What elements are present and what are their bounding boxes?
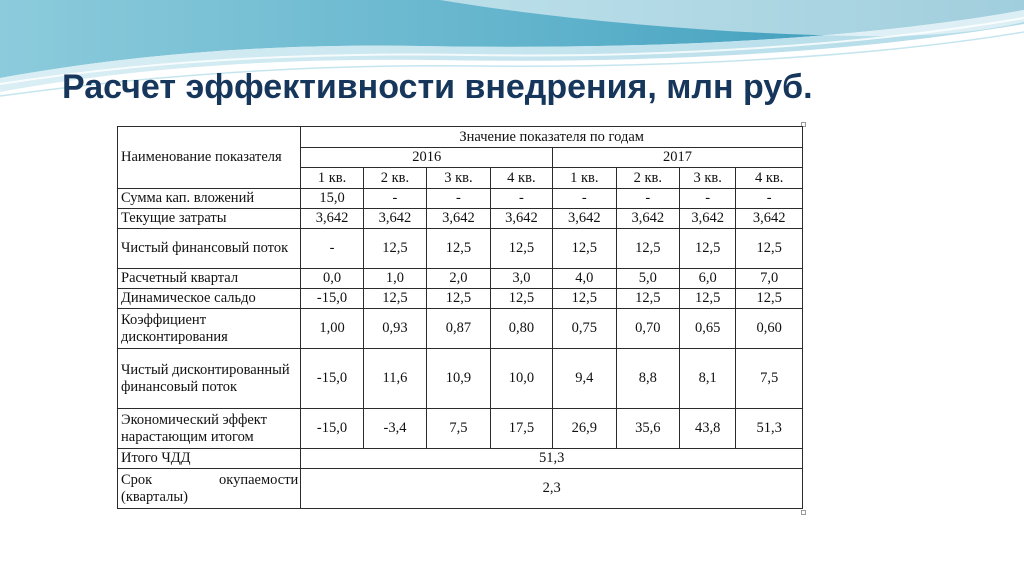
- row-label: Сумма кап. вложений: [118, 189, 301, 209]
- table-cell: 9,4: [553, 349, 616, 409]
- efficiency-table: [117, 126, 803, 509]
- year-header-2017: 2017: [553, 148, 803, 168]
- table-cell: 8,1: [680, 349, 736, 409]
- table-row-total: [118, 449, 803, 469]
- table-cell: 12,5: [490, 289, 552, 309]
- table-cell: 6,0: [680, 269, 736, 289]
- row-label: Текущие затраты: [118, 209, 301, 229]
- table-row: [118, 269, 803, 289]
- table-cell: 0,87: [427, 309, 490, 349]
- table-resize-handle-bottom: [801, 510, 806, 515]
- table-cell: 0,80: [490, 309, 552, 349]
- quarter-header: 4 кв.: [736, 168, 803, 189]
- table-row: [118, 229, 803, 269]
- table-row: [118, 209, 803, 229]
- table-cell: 3,642: [553, 209, 616, 229]
- table-row: [118, 409, 803, 449]
- table-cell: 0,93: [363, 309, 426, 349]
- table-cell: -: [490, 189, 552, 209]
- quarter-header: 2 кв.: [363, 168, 426, 189]
- table-cell: 3,642: [427, 209, 490, 229]
- table-cell: 12,5: [363, 289, 426, 309]
- row-label: Итого ЧДД: [118, 449, 301, 469]
- table-cell: 12,5: [736, 289, 803, 309]
- table-cell: 8,8: [616, 349, 679, 409]
- table-cell: 7,5: [736, 349, 803, 409]
- row-label: Чистый финансовый поток: [118, 229, 301, 269]
- table-cell: 3,642: [301, 209, 363, 229]
- quarter-header: 1 кв.: [301, 168, 363, 189]
- table-cell: 12,5: [736, 229, 803, 269]
- table-row: [118, 189, 803, 209]
- table-cell: 0,60: [736, 309, 803, 349]
- table-row: [118, 289, 803, 309]
- table-cell: 3,642: [680, 209, 736, 229]
- table-cell: 35,6: [616, 409, 679, 449]
- table-cell: 12,5: [553, 229, 616, 269]
- table-cell: 1,0: [363, 269, 426, 289]
- table-cell: 17,5: [490, 409, 552, 449]
- table-cell: -: [363, 189, 426, 209]
- table-cell: 12,5: [616, 289, 679, 309]
- payback-period-value: 2,3: [301, 469, 803, 509]
- table-cell: 3,642: [363, 209, 426, 229]
- quarter-header: 3 кв.: [680, 168, 736, 189]
- row-label: Экономический эффект нарастающим итогом: [118, 409, 301, 449]
- table-cell: -: [736, 189, 803, 209]
- table-cell: 43,8: [680, 409, 736, 449]
- table-cell: 12,5: [363, 229, 426, 269]
- table-cell: 4,0: [553, 269, 616, 289]
- table-cell: 51,3: [736, 409, 803, 449]
- table-cell: -: [301, 229, 363, 269]
- quarter-header: 1 кв.: [553, 168, 616, 189]
- values-by-year-header: Значение показателя по годам: [301, 127, 803, 148]
- table-cell: 0,65: [680, 309, 736, 349]
- table-cell: 3,642: [616, 209, 679, 229]
- total-npv-value: 51,3: [301, 449, 803, 469]
- row-label: Чистый дисконтированный финансовый поток: [118, 349, 301, 409]
- table-cell: 7,5: [427, 409, 490, 449]
- table-cell: -: [427, 189, 490, 209]
- quarter-header: 3 кв.: [427, 168, 490, 189]
- quarter-header: 2 кв.: [616, 168, 679, 189]
- table-cell: -15,0: [301, 409, 363, 449]
- table-cell: -: [616, 189, 679, 209]
- row-label: Коэффициент дисконтирования: [118, 309, 301, 349]
- row-label: Срок окупаемости (кварталы): [118, 469, 301, 509]
- table-cell: -3,4: [363, 409, 426, 449]
- table-cell: 11,6: [363, 349, 426, 409]
- quarter-header: 4 кв.: [490, 168, 552, 189]
- table-cell: -: [553, 189, 616, 209]
- table-cell: 12,5: [427, 229, 490, 269]
- table-cell: 3,0: [490, 269, 552, 289]
- table-cell: 15,0: [301, 189, 363, 209]
- table-cell: 10,0: [490, 349, 552, 409]
- table-cell: 3,642: [490, 209, 552, 229]
- indicator-header: Наименование показателя: [118, 127, 301, 189]
- table-cell: 12,5: [490, 229, 552, 269]
- table-cell: 2,0: [427, 269, 490, 289]
- table-row: [118, 349, 803, 409]
- slide-title: Расчет эффективности внедрения, млн руб.: [62, 68, 813, 106]
- table-cell: -15,0: [301, 289, 363, 309]
- table-cell: 10,9: [427, 349, 490, 409]
- table-cell: 0,0: [301, 269, 363, 289]
- table-cell: 1,00: [301, 309, 363, 349]
- table-cell: 26,9: [553, 409, 616, 449]
- table-cell: 12,5: [427, 289, 490, 309]
- table-cell: 5,0: [616, 269, 679, 289]
- table-cell: 0,70: [616, 309, 679, 349]
- table-cell: 12,5: [680, 229, 736, 269]
- row-label: Динамическое сальдо: [118, 289, 301, 309]
- table-cell: 12,5: [680, 289, 736, 309]
- table-cell: 12,5: [553, 289, 616, 309]
- table-cell: 0,75: [553, 309, 616, 349]
- table-row: [118, 309, 803, 349]
- table-cell: 12,5: [616, 229, 679, 269]
- table-cell: 3,642: [736, 209, 803, 229]
- table-container: [117, 126, 803, 509]
- row-label: Расчетный квартал: [118, 269, 301, 289]
- table-row-total: [118, 469, 803, 509]
- table-cell: 7,0: [736, 269, 803, 289]
- year-header-2016: 2016: [301, 148, 553, 168]
- table-cell: -15,0: [301, 349, 363, 409]
- table-cell: -: [680, 189, 736, 209]
